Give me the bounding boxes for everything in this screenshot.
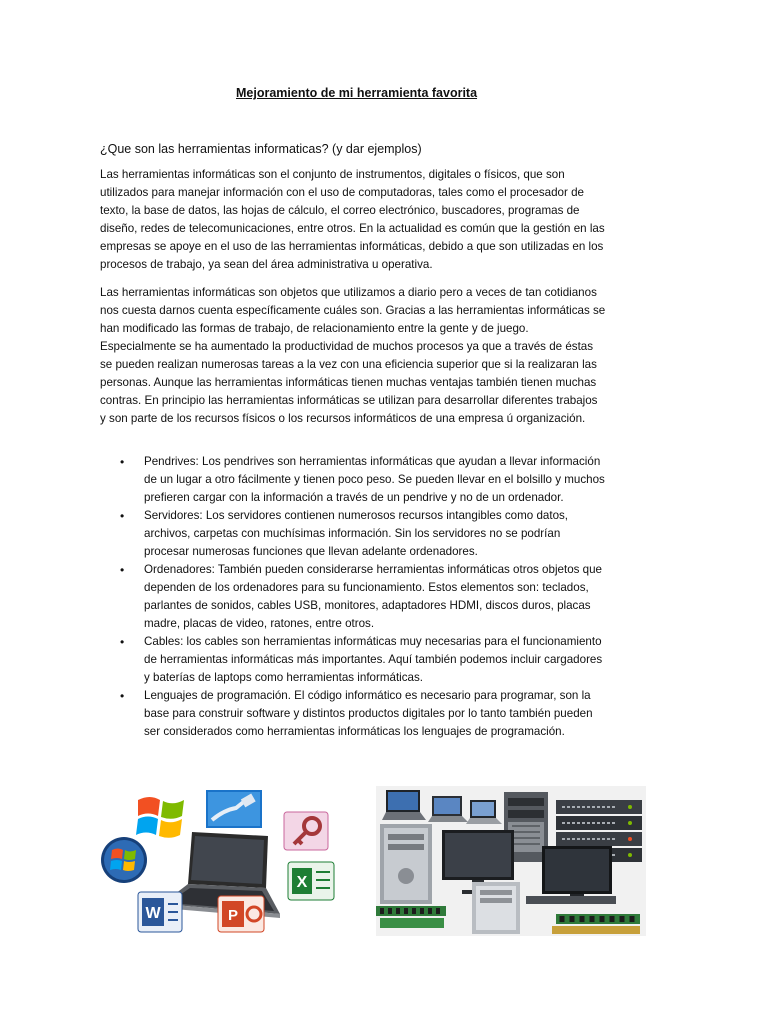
- list-item-text: Cables: los cables son herramientas informáticas muy necesarias para el funcionamiento de herramientas informáticas más importantes. Aquí también podemos incluir cargadores y baterías de laptops como herramientas informáticas.: [144, 635, 603, 684]
- word-icon: [138, 892, 182, 932]
- bullet-icon: •: [120, 509, 125, 523]
- access-key-icon: [284, 812, 328, 850]
- excel-icon: [288, 862, 334, 900]
- list-item-cables: [100, 633, 606, 687]
- keyboard-icon: [526, 896, 616, 904]
- windows-flag-icon: [136, 797, 184, 838]
- software-collage-image: [98, 786, 344, 936]
- list-item-pendrives: [100, 453, 606, 507]
- word-letter: W: [145, 905, 161, 922]
- section-question: ¿Que son las herramientas informaticas? (y dar ejemplos): [100, 142, 422, 156]
- powerpoint-icon: [218, 896, 264, 932]
- hardware-collage-image: [376, 786, 646, 936]
- examples-list: [100, 453, 606, 741]
- bullet-icon: •: [120, 689, 125, 703]
- list-item-text: Pendrives: Los pendrives son herramientas informáticas que ayudan a llevar información de un lugar a otro fácilmente y tienen poco peso. Se pueden llevar en el bolsillo y muchos prefieren cargar con la información a través de un pendrive y no de un ordenador.: [144, 455, 605, 504]
- pc-tower-icon: [380, 824, 432, 904]
- list-item-ordenadores: [100, 561, 606, 633]
- bullet-icon: •: [120, 635, 125, 649]
- bullet-icon: •: [120, 455, 125, 469]
- paragraph-2: Las herramientas informáticas son objetos que utilizamos a diario pero a veces de tan cotidianos nos cuesta darnos cuenta específicamente cuáles son. Gracias a las herramientas informáticas se han modificado las formas de trabajo, de relacionamiento entre la gente y de juego. Especialmente se ha aumentado la productividad de muchos procesos ya que a través de éstas se pueden realizan numerosas tareas a la vez con una eficiencia superior que si la realizaran las personas. Aunque las herramientas informáticas tienen muchas ventajas también tienen muchas contras. En principio las herramientas informáticas se utilizan para desarrollar diferentes trabajos y son parte de los recursos físicos o los recursos informáticos de una empresa ú organización.: [100, 286, 606, 425]
- list-item-text: Lenguajes de programación. El código informático es necesario para programar, son la base para construir software y distintos productos digitales por lo tanto también pueden ser considerados como herramientas informáticas los lenguajes de programación.: [144, 689, 593, 738]
- paragraph-1: Las herramientas informáticas son el conjunto de instrumentos, digitales o físicos, que son utilizados para manejar información con el uso de computadoras, tales como el procesador de texto, la base de datos, las hojas de cálculo, el correo electrónico, buscadores, programas de diseño, redes de telecomunicaciones, entre otros. En la actualidad es común que la gestión en las empresas se apoye en el uso de las herramientas informáticas, debido a que son utilizadas en los procesos de trabajo, ya sean del área administrativa u operativa.: [100, 168, 605, 271]
- list-item-servidores: [100, 507, 606, 561]
- list-item-text: Ordenadores: También pueden considerarse herramientas informáticas otros objetos que dependen de los ordenadores para su funcionamiento. Estos elementos son: teclados, parlantes de sonidos, cables USB, monitores, adaptadores HDMI, discos duros, placas madre, placas de video, ratones, entre otros.: [144, 563, 602, 630]
- ethernet-cable-icon: [206, 790, 262, 828]
- powerpoint-letter: P: [227, 907, 239, 924]
- list-item-lenguajes: [100, 687, 606, 741]
- list-item-text: Servidores: Los servidores contienen numerosos recursos intangibles como datos, archivos, carpetas con muchísimas información. Sin los servidores no se podrían procesar numerosas funciones que llevan adelante ordenadores.: [144, 509, 569, 558]
- document-title: Mejoramiento de mi herramienta favorita: [236, 86, 478, 100]
- excel-letter: X: [296, 874, 308, 891]
- windows-orb-icon: [101, 837, 147, 883]
- pc-tower-icon: [472, 882, 520, 934]
- bullet-icon: •: [120, 563, 125, 577]
